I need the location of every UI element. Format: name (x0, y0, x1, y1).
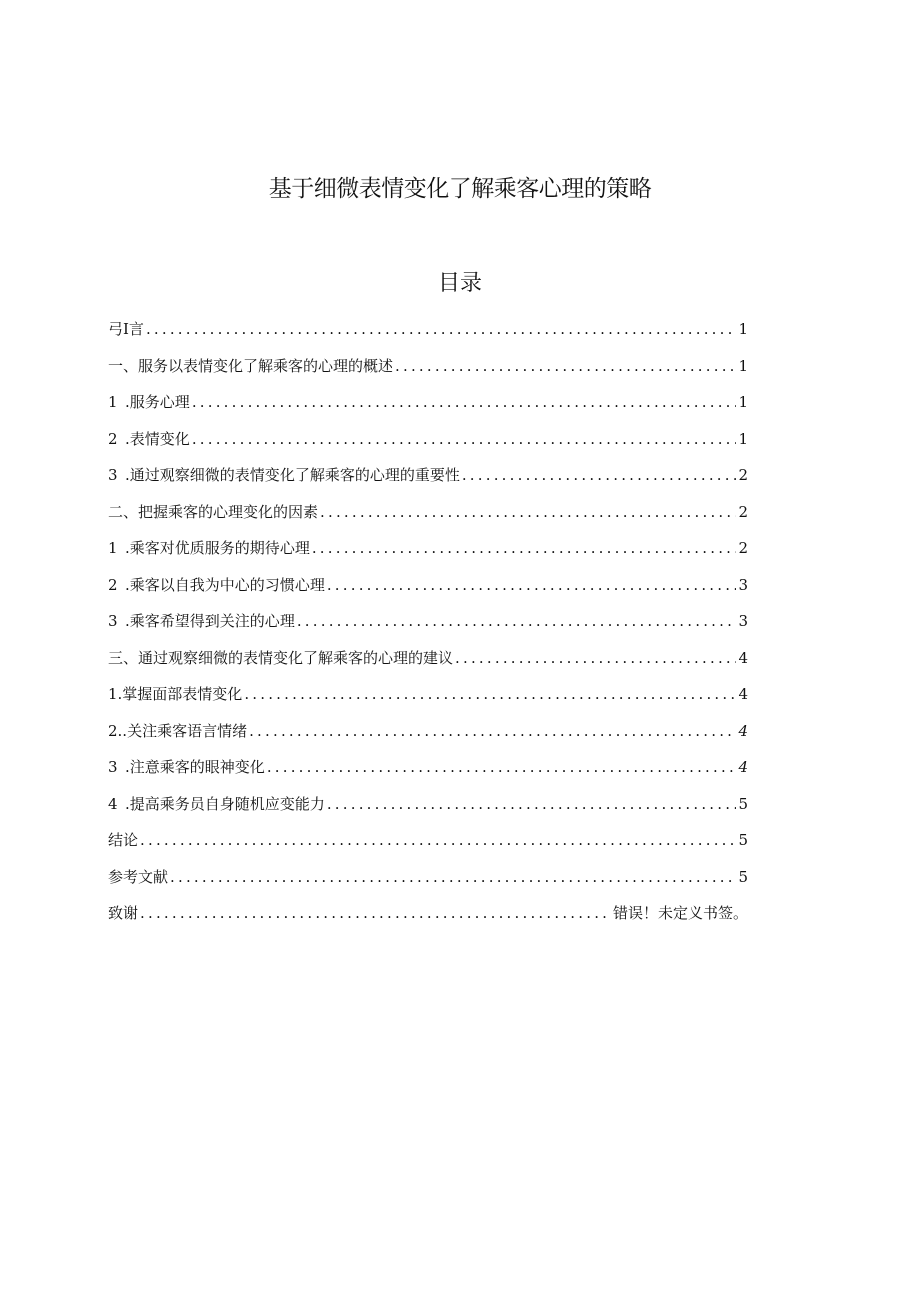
toc-heading: 目录 (437, 271, 482, 296)
toc-entry-label: 1 .服务心理 (108, 393, 190, 411)
toc-dot-leader (395, 353, 736, 379)
toc-dot-leader (312, 535, 737, 561)
toc-dot-leader (146, 316, 737, 342)
toc-entry-page: 1 (738, 356, 748, 375)
toc-entry-page: 3 (738, 612, 748, 630)
toc-entry-page: 错误！未定义书签。 (612, 904, 748, 922)
toc-entry-label: 致谢 (108, 904, 139, 922)
toc-dot-leader (320, 499, 736, 525)
toc-entry-2-3[interactable] (108, 608, 748, 645)
toc-entry-references[interactable] (108, 864, 748, 901)
toc-entry-label: 一、服务以表情变化了解乘客的心理的概述 (108, 356, 394, 375)
toc-dot-leader (192, 389, 737, 415)
toc-entry-page: 4 (738, 758, 748, 776)
toc-entry-label: 2 .表情变化 (108, 429, 190, 448)
toc-entry-label: 3 .通过观察细微的表情变化了解乘客的心理的重要性 (108, 466, 460, 484)
toc-entry-1-3[interactable] (108, 462, 748, 499)
toc-entry-acknowledgements[interactable] (108, 900, 748, 937)
toc-entry-label: 3 .注意乘客的眼神变化 (108, 758, 265, 776)
toc-entry-section-2[interactable] (108, 499, 748, 536)
toc-entry-page: 4 (738, 721, 748, 740)
toc-dot-leader (327, 791, 737, 817)
toc-entry-2-2[interactable] (108, 572, 748, 609)
toc-entry-page: 2 (738, 466, 748, 484)
toc-entry-label: 1 .乘客对优质服务的期待心理 (108, 539, 310, 557)
toc-dot-leader (267, 754, 737, 780)
toc-entry-2-1[interactable] (108, 535, 748, 572)
table-of-contents (108, 316, 748, 937)
toc-entry-section-3[interactable] (108, 645, 748, 682)
toc-entry-page: 2 (738, 539, 748, 557)
toc-entry-label: 弓I言 (108, 320, 144, 338)
toc-dot-leader (462, 462, 737, 488)
toc-entry-3-1[interactable] (108, 681, 748, 718)
toc-entry-label: 参考文献 (108, 867, 169, 886)
toc-entry-3-3[interactable] (108, 754, 748, 791)
document-title: 基于细微表情变化了解乘客心理的策略 (268, 176, 652, 202)
toc-entry-page: 2 (738, 502, 748, 521)
toc-entry-intro[interactable] (108, 316, 748, 353)
toc-entry-page: 5 (738, 867, 748, 886)
toc-dot-leader (327, 572, 737, 598)
toc-dot-leader (455, 645, 736, 671)
toc-dot-leader (297, 608, 737, 634)
toc-dot-leader (244, 681, 736, 707)
toc-entry-label: 二、把握乘客的心理变化的因素 (108, 502, 319, 521)
toc-entry-page: 1 (738, 393, 748, 411)
toc-entry-page: 4 (738, 685, 748, 703)
toc-entry-label: 4 .提高乘务员自身随机应变能力 (108, 794, 325, 813)
toc-entry-conclusion[interactable] (108, 827, 748, 864)
toc-dot-leader (140, 900, 611, 926)
toc-entry-page: 1 (738, 320, 748, 338)
toc-dot-leader (249, 718, 736, 744)
toc-entry-page: 4 (738, 648, 748, 667)
toc-dot-leader (140, 827, 736, 853)
toc-entry-3-4[interactable] (108, 791, 748, 828)
toc-entry-label: 结论 (108, 831, 139, 849)
toc-entry-page: 3 (738, 575, 748, 594)
toc-entry-page: 1 (738, 429, 748, 448)
toc-entry-label: 2 .乘客以自我为中心的习惯心理 (108, 575, 325, 594)
toc-entry-1-1[interactable] (108, 389, 748, 426)
toc-entry-label: 三、通过观察细微的表情变化了解乘客的心理的建议 (108, 648, 454, 667)
toc-dot-leader (192, 426, 737, 452)
toc-entry-label: 2..关注乘客语言情绪 (108, 721, 248, 740)
toc-entry-3-2[interactable] (108, 718, 748, 755)
toc-entry-section-1[interactable] (108, 353, 748, 390)
toc-entry-label: 1.掌握面部表情变化 (108, 685, 243, 703)
toc-entry-1-2[interactable] (108, 426, 748, 463)
toc-entry-label: 3 .乘客希望得到关注的心理 (108, 612, 295, 630)
toc-entry-page: 5 (738, 794, 748, 813)
toc-dot-leader (170, 864, 736, 890)
toc-entry-page: 5 (738, 831, 748, 849)
